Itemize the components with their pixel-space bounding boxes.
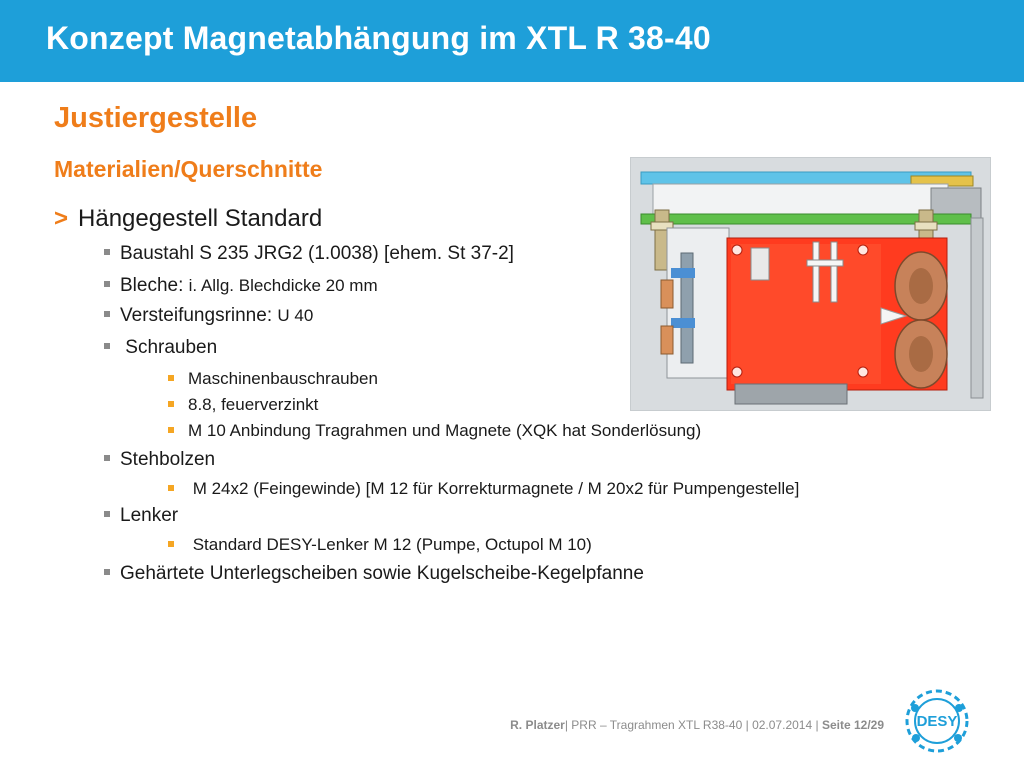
bullet-gehaertete-scheiben — [104, 563, 644, 585]
arrow-bullet-icon: > — [54, 205, 69, 232]
square-bullet-icon — [168, 541, 174, 547]
desy-logo-icon — [904, 688, 970, 754]
footer-project: PRR – Tragrahmen XTL R38-40 — [571, 718, 743, 732]
square-bullet-icon — [104, 569, 110, 575]
bullet-level0-haengegestell — [54, 205, 322, 233]
bullet-versteifung — [104, 305, 313, 327]
footer-separator: | — [815, 718, 819, 732]
sub-bullet-text: M 10 Anbindung Tragrahmen und Magnete (XQK hat Sonderlösung) — [188, 421, 702, 440]
sub-bullet-maschinenbauschrauben — [168, 369, 378, 389]
desy-logo-graphic — [904, 688, 970, 754]
bullet-label: Versteifungsrinne: — [120, 305, 273, 326]
square-bullet-icon — [104, 249, 110, 255]
bullet-text: Lenker — [120, 505, 179, 526]
sub-bullet-text: Standard DESY-Lenker M 12 (Pumpe, Octupol M 10) — [188, 535, 592, 554]
footer-page: Seite 12/29 — [821, 718, 884, 732]
sub-bullet-feuerverzinkt — [168, 395, 318, 415]
slide-footer — [510, 718, 884, 732]
bullet-label: Bleche: — [120, 275, 184, 296]
sub-bullet-m24x2 — [168, 479, 799, 499]
bullet-schrauben — [104, 337, 217, 359]
square-bullet-icon — [168, 427, 174, 433]
bullet-baustahl — [104, 243, 514, 265]
square-bullet-icon — [168, 485, 174, 491]
bullet-text: Gehärtete Unterlegscheiben sowie Kugelscheibe-Kegelpfanne — [120, 563, 644, 584]
section-subheading: Materialien/Querschnitte — [54, 156, 323, 182]
desy-logo-text: DESY — [916, 713, 958, 730]
sub-bullet-m10-anbindung — [168, 421, 701, 441]
footer-separator: | — [564, 718, 568, 732]
sub-bullet-text: Maschinenbauschrauben — [188, 369, 378, 388]
square-bullet-icon — [168, 401, 174, 407]
sub-bullet-desy-lenker — [168, 535, 592, 555]
footer-author: R. Platzer — [510, 718, 565, 732]
sub-bullet-text: M 24x2 (Feingewinde) [M 12 für Korrekturmagnete / M 20x2 für Pumpengestelle] — [188, 479, 800, 498]
footer-separator: | — [745, 718, 749, 732]
square-bullet-icon — [168, 375, 174, 381]
square-bullet-icon — [104, 343, 110, 349]
section-heading: Justiergestelle — [54, 102, 258, 134]
bullet-value: U 40 — [277, 306, 314, 325]
bullet-text: Schrauben — [120, 337, 218, 358]
cad-drawing — [631, 158, 990, 410]
bullet-text: Baustahl S 235 JRG2 (1.0038) [ehem. St 37-2] — [120, 243, 514, 264]
bullet-text: Stehbolzen — [120, 449, 216, 470]
footer-date: 02.07.2014 — [752, 718, 813, 732]
bullet-value: i. Allg. Blechdicke 20 mm — [188, 276, 378, 295]
title-bar — [0, 0, 1024, 82]
sub-bullet-text: 8.8, feuerverzinkt — [188, 395, 319, 414]
square-bullet-icon — [104, 311, 110, 317]
bullet-bleche — [104, 275, 378, 297]
square-bullet-icon — [104, 511, 110, 517]
bullet-lenker — [104, 505, 178, 527]
bullet-stehbolzen — [104, 449, 215, 471]
bullet-level0-label: Hängegestell Standard — [78, 205, 323, 232]
magnet-frame-cad-image — [630, 157, 991, 411]
square-bullet-icon — [104, 455, 110, 461]
slide-title: Konzept Magnetabhängung im XTL R 38-40 — [46, 20, 711, 56]
square-bullet-icon — [104, 281, 110, 287]
